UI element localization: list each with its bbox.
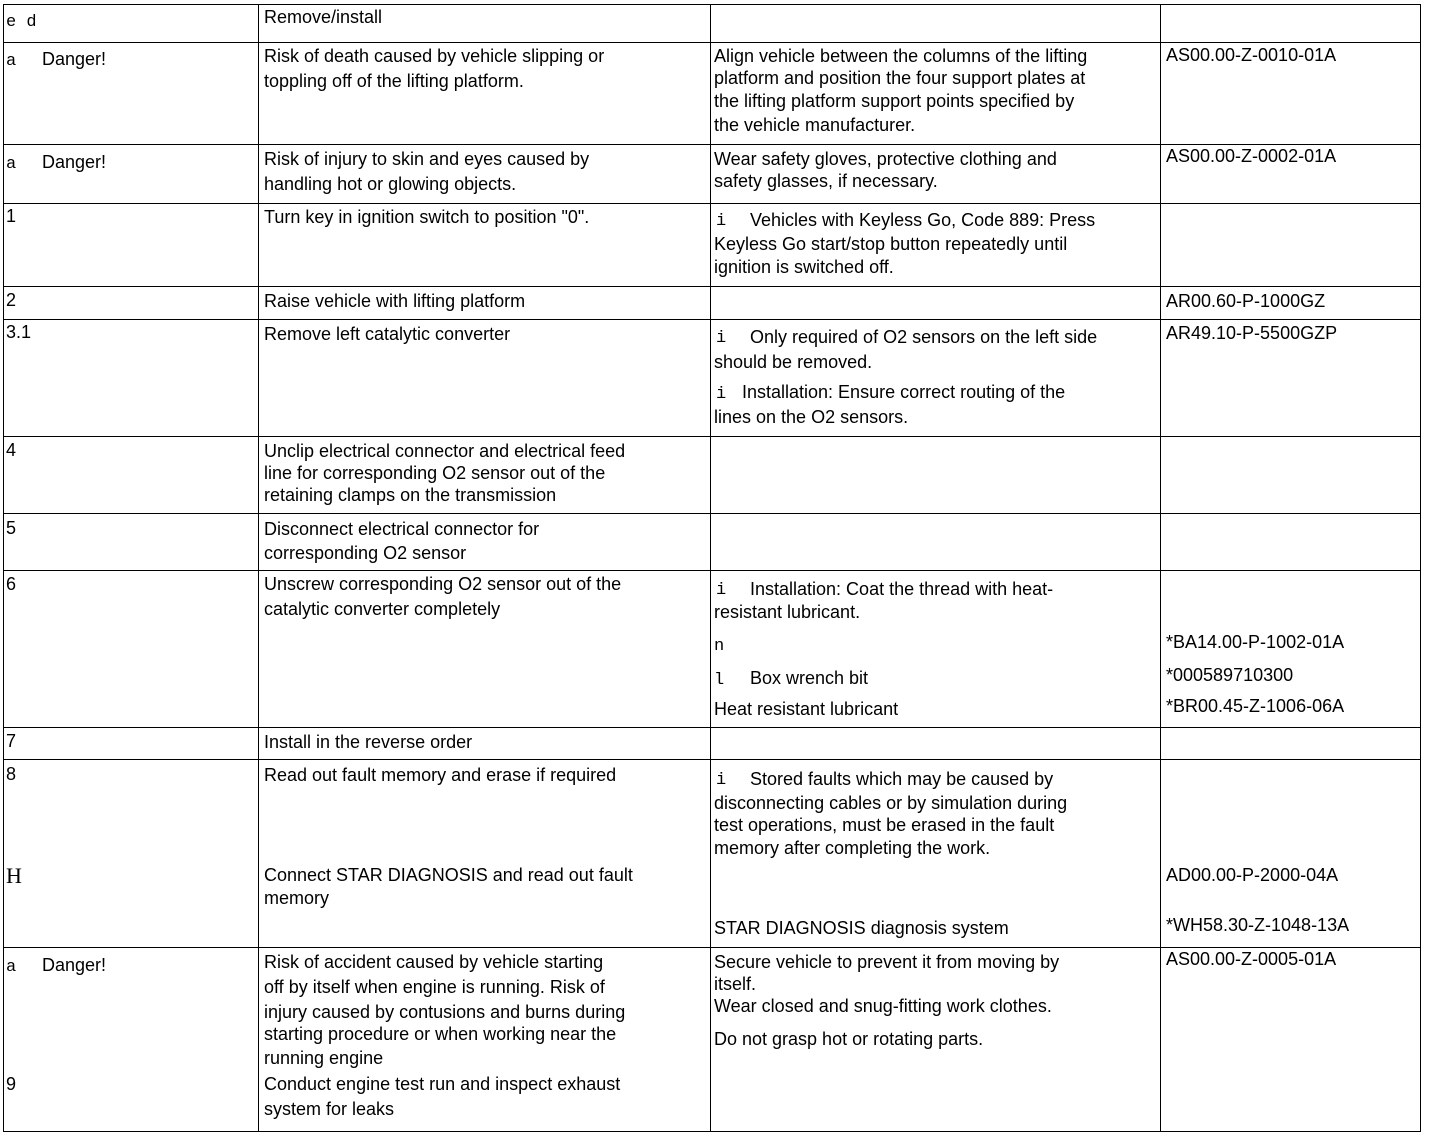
step-text: retaining clamps on the transmission [264,485,557,505]
tool-symbol-icon: n [714,637,725,656]
row-divider [3,436,1421,437]
step-number: 3.1 [6,322,32,342]
step-text: Connect STAR DIAGNOSIS and read out fault [264,865,633,885]
step-text: Unscrew corresponding O2 sensor out of the [264,574,622,594]
part-number[interactable]: *000589710300 [1166,665,1294,685]
measure-text: the lifting platform support points specified by [714,91,1075,111]
reference-link[interactable]: *BA14.00-P-1002-01A [1166,632,1345,652]
measure-text: Align vehicle between the columns of the lifting [714,46,1088,66]
row-divider [3,727,1421,728]
note-text: disconnecting cables or by simulation during [714,793,1068,813]
risk-text: Risk of death caused by vehicle slipping or [264,46,605,66]
column-divider [1160,4,1161,1132]
note-text: test operations, must be erased in the fault [714,815,1055,835]
info-icon: i [716,329,727,348]
danger-symbol: a [6,155,17,174]
step-number: 6 [6,574,17,594]
risk-text: injury caused by contusions and burns during [264,1002,626,1022]
tool-text: Box wrench bit [750,668,869,688]
measure-text: platform and position the four support plates at [714,68,1086,88]
step-number: 4 [6,440,17,460]
step-text: Read out fault memory and erase if required [264,765,617,785]
tool-icon: l [714,671,725,690]
table-border-top [3,4,1421,5]
step-text: catalytic converter completely [264,599,501,619]
reference-link[interactable]: AS00.00-Z-0005-01A [1166,949,1337,969]
row-divider [3,319,1421,320]
info-icon: i [716,212,727,231]
reference-link[interactable]: AS00.00-Z-0002-01A [1166,146,1337,166]
note-text: should be removed. [714,352,873,372]
note-text: Installation: Ensure correct routing of the [742,382,1066,402]
lubricant-text: Heat resistant lubricant [714,699,899,719]
step-text: Raise vehicle with lifting platform [264,291,526,311]
info-icon: i [716,771,727,790]
step-number: 5 [6,518,17,538]
risk-text: toppling off of the lifting platform. [264,71,524,91]
row-divider [3,286,1421,287]
step-number: 2 [6,290,17,310]
risk-text: starting procedure or when working near the [264,1024,617,1044]
danger-label: Danger! [42,955,107,975]
header-symbols: e d [6,13,37,32]
step-text: Remove left catalytic converter [264,324,511,344]
reference-link[interactable]: *WH58.30-Z-1048-13A [1166,915,1350,935]
table-border-left [3,4,4,1132]
step-text: line for corresponding O2 sensor out of the [264,463,606,483]
step-text: Conduct engine test run and inspect exhaust [264,1074,621,1094]
danger-symbol: a [6,52,17,71]
equipment-text: STAR DIAGNOSIS diagnosis system [714,918,1009,938]
info-icon: i [716,581,727,600]
row-divider [3,570,1421,571]
danger-label: Danger! [42,49,107,69]
step-text: Install in the reverse order [264,732,473,752]
reference-link[interactable]: AR00.60-P-1000GZ [1166,291,1326,311]
risk-text: handling hot or glowing objects. [264,174,517,194]
note-text: Stored faults which may be caused by [750,769,1054,789]
table-border-bottom [3,1131,1421,1132]
row-divider [3,513,1421,514]
risk-text: Risk of injury to skin and eyes caused by [264,149,590,169]
info-icon: i [716,385,727,404]
measure-text: Do not grasp hot or rotating parts. [714,1029,984,1049]
table-border-right [1420,4,1421,1132]
note-text: ignition is switched off. [714,257,894,277]
step-text: corresponding O2 sensor [264,543,467,563]
risk-text: Risk of accident caused by vehicle starting [264,952,604,972]
step-text: Unclip electrical connector and electrical feed [264,441,626,461]
step-number: 9 [6,1074,17,1094]
reference-link[interactable]: *BR00.45-Z-1006-06A [1166,696,1345,716]
reference-link[interactable]: AD00.00-P-2000-04A [1166,865,1339,885]
row-divider [3,759,1421,760]
column-divider [258,4,259,1132]
diagnosis-symbol-icon: H [6,863,22,888]
step-text: Turn key in ignition switch to position "0". [264,207,590,227]
note-text: Keyless Go start/stop button repeatedly until [714,234,1068,254]
step-text: Disconnect electrical connector for [264,519,540,539]
danger-symbol: a [6,958,17,977]
note-text: Installation: Coat the thread with heat- [750,579,1054,599]
note-text: lines on the O2 sensors. [714,407,909,427]
step-number: 1 [6,206,17,226]
note-text: resistant lubricant. [714,602,861,622]
note-text: memory after completing the work. [714,838,991,858]
note-text: Vehicles with Keyless Go, Code 889: Press [750,210,1096,230]
step-number: 8 [6,764,17,784]
risk-text: running engine [264,1048,384,1068]
column-divider [710,4,711,1132]
header-title: Remove/install [264,7,383,27]
measure-text: Wear safety gloves, protective clothing and [714,149,1057,169]
risk-text: off by itself when engine is running. Risk of [264,977,605,997]
note-text: Only required of O2 sensors on the left side [750,327,1098,347]
measure-text: itself. [714,974,757,994]
measure-text: Wear closed and snug-fitting work clothes. [714,996,1052,1016]
step-number: 7 [6,731,17,751]
step-text: system for leaks [264,1099,395,1119]
row-divider [3,42,1421,43]
step-text: memory [264,888,330,908]
measure-text: Secure vehicle to prevent it from moving by [714,952,1060,972]
measure-text: the vehicle manufacturer. [714,115,916,135]
danger-label: Danger! [42,152,107,172]
reference-link[interactable]: AS00.00-Z-0010-01A [1166,45,1337,65]
measure-text: safety glasses, if necessary. [714,171,938,191]
reference-link[interactable]: AR49.10-P-5500GZP [1166,323,1338,343]
row-divider [3,203,1421,204]
